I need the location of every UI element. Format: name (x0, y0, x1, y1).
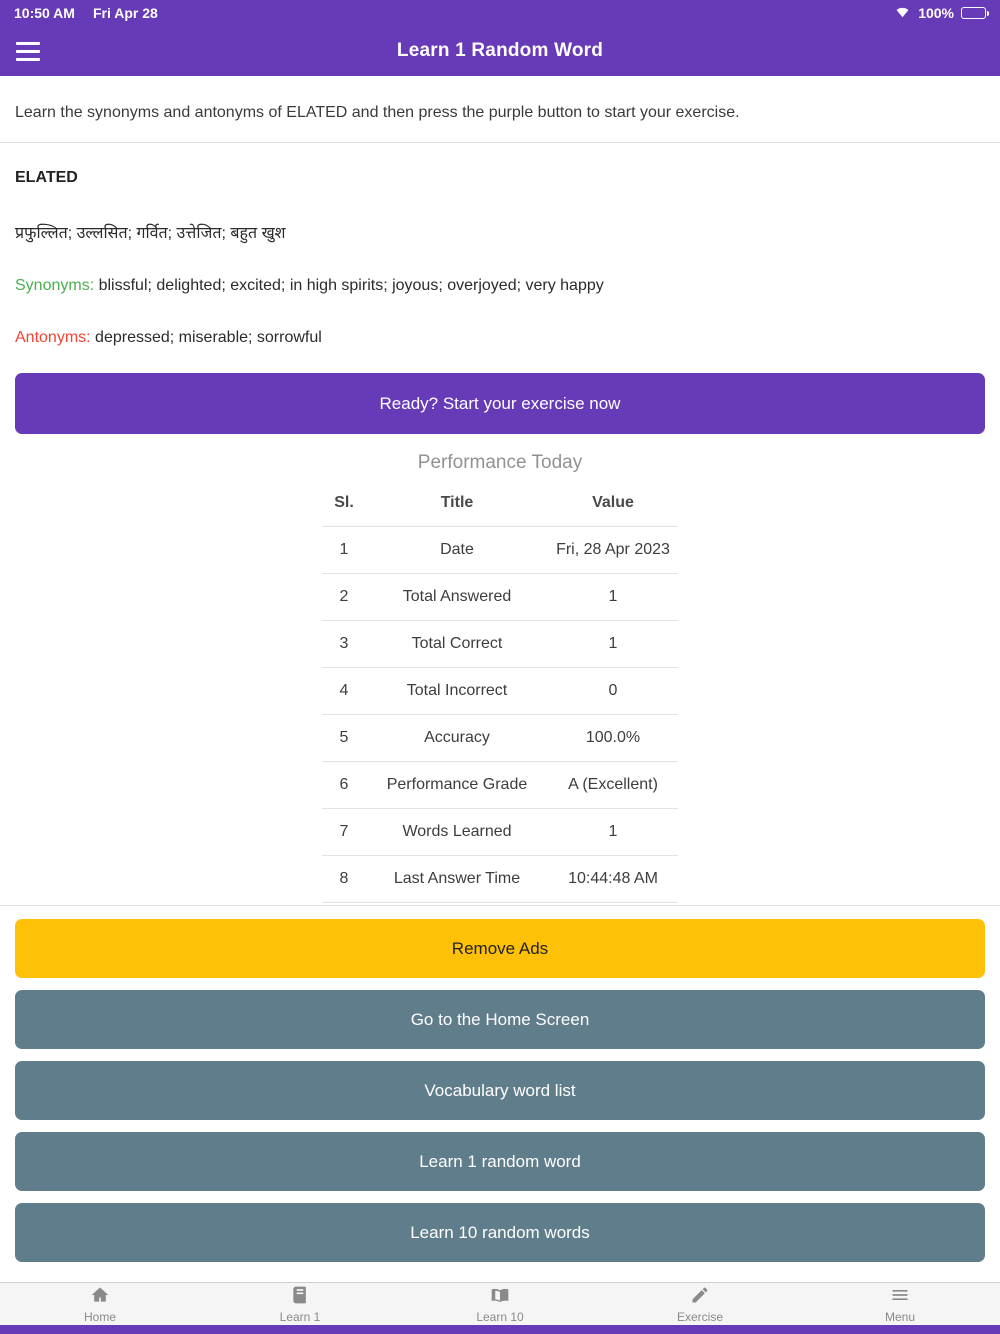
start-exercise-button[interactable]: Ready? Start your exercise now (15, 373, 985, 434)
cell-title: Words Learned (366, 809, 548, 856)
table-row (322, 715, 678, 762)
cell-title: Total Answered (366, 574, 548, 621)
cell-title: Total Correct (366, 621, 548, 668)
cell-value: 1 (548, 621, 678, 668)
tab-label: Exercise (676, 1309, 723, 1324)
cell-sl: 8 (322, 856, 366, 903)
word-section (0, 169, 1000, 347)
tab-menu[interactable] (800, 1283, 1000, 1325)
learn-10-random-words-button[interactable]: Learn 10 random words (15, 1203, 985, 1262)
table-row (322, 668, 678, 715)
synonyms-line (15, 277, 985, 295)
synonyms-label: Synonyms: (15, 277, 95, 294)
antonyms-text: depressed; miserable; sorrowful (95, 329, 322, 346)
tab-learn-1[interactable] (200, 1283, 400, 1325)
remove-ads-button[interactable]: Remove Ads (15, 919, 985, 978)
column-header-sl: Sl. (322, 480, 366, 527)
word-hindi-meaning: प्रफुल्लित; उल्लसित; गर्वित; उत्तेजित; बहुत खुश (15, 225, 286, 242)
cell-value: 10:44:48 AM (548, 856, 678, 903)
column-header-title: Title (366, 480, 548, 527)
home-indicator-strip (0, 1325, 1000, 1334)
home-icon (90, 1285, 110, 1308)
table-row (322, 574, 678, 621)
cell-title: Accuracy (366, 715, 548, 762)
performance-table (322, 480, 678, 903)
synonyms-text: blissful; delighted; excited; in high spirits; joyous; overjoyed; very happy (98, 277, 604, 294)
cell-value: 0 (548, 668, 678, 715)
tab-exercise[interactable] (600, 1283, 800, 1325)
battery-percent: 100% (918, 5, 954, 21)
cell-sl: 5 (322, 715, 366, 762)
cell-sl: 7 (322, 809, 366, 856)
book-icon (290, 1285, 310, 1308)
cell-value: Fri, 28 Apr 2023 (548, 527, 678, 574)
divider (0, 142, 1000, 143)
word-term: ELATED (15, 169, 78, 186)
learn-1-random-word-button[interactable]: Learn 1 random word (15, 1132, 985, 1191)
status-time: 10:50 AM (14, 5, 75, 21)
table-header-row (322, 480, 678, 527)
tab-label: Learn 10 (476, 1309, 524, 1324)
wifi-icon (894, 5, 911, 22)
open-book-icon (490, 1285, 510, 1308)
tab-label: Learn 1 (279, 1309, 321, 1324)
table-row (322, 762, 678, 809)
cell-sl: 4 (322, 668, 366, 715)
vocabulary-word-list-button[interactable]: Vocabulary word list (15, 1061, 985, 1120)
menu-icon (890, 1285, 910, 1308)
app-header (0, 26, 1000, 76)
battery-icon (961, 7, 986, 19)
cell-title: Date (366, 527, 548, 574)
performance-title: Performance Today (417, 452, 583, 473)
cell-title: Total Incorrect (366, 668, 548, 715)
cell-value: A (Excellent) (548, 762, 678, 809)
bottom-tab-bar (0, 1282, 1000, 1325)
table-row (322, 621, 678, 668)
status-bar (0, 0, 1000, 26)
cell-title: Performance Grade (366, 762, 548, 809)
hamburger-menu-icon[interactable] (16, 42, 40, 61)
cell-sl: 2 (322, 574, 366, 621)
column-header-value: Value (548, 480, 678, 527)
cell-value: 100.0% (548, 715, 678, 762)
cell-sl: 6 (322, 762, 366, 809)
cell-sl: 1 (322, 527, 366, 574)
cell-sl: 3 (322, 621, 366, 668)
tab-label: Home (83, 1309, 116, 1324)
go-home-button[interactable]: Go to the Home Screen (15, 990, 985, 1049)
table-row (322, 809, 678, 856)
table-row (322, 527, 678, 574)
instruction-text: Learn the synonyms and antonyms of ELATED and then press the purple button to start your exercise. (15, 104, 740, 121)
status-date: Fri Apr 28 (92, 5, 158, 21)
antonyms-label: Antonyms: (15, 329, 91, 346)
tab-home[interactable] (0, 1283, 200, 1325)
cell-value: 1 (548, 809, 678, 856)
tab-learn-10[interactable] (400, 1283, 600, 1325)
cell-title: Last Answer Time (366, 856, 548, 903)
table-row (322, 856, 678, 903)
cell-value: 1 (548, 574, 678, 621)
action-buttons-section (0, 905, 1000, 1262)
tab-label: Menu (884, 1309, 916, 1324)
antonyms-line (15, 329, 985, 347)
pencil-icon (690, 1285, 710, 1308)
page-title: Learn 1 Random Word (396, 40, 604, 61)
